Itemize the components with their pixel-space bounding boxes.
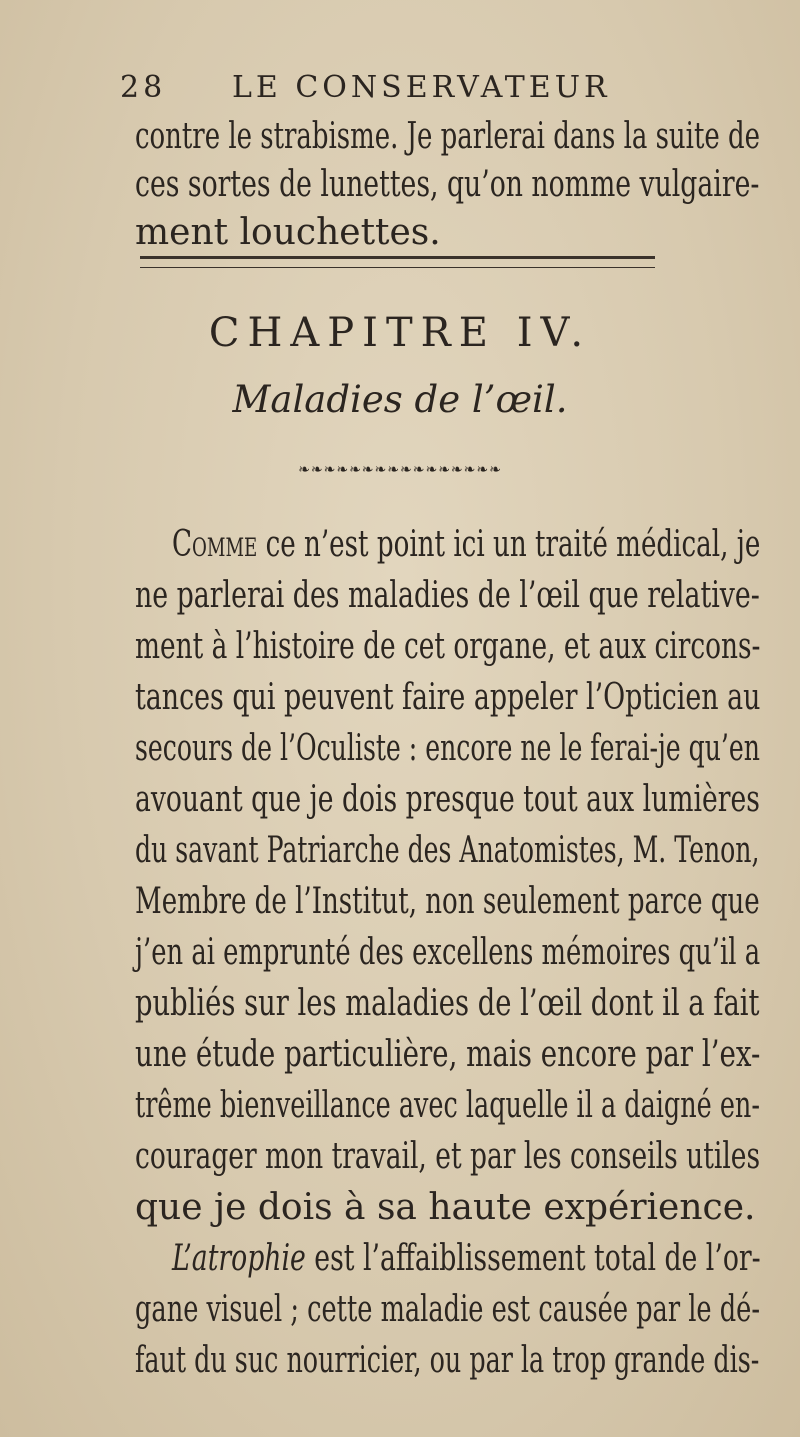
text-line: du savant Patriarche des Anatomistes, M. Tenon,: [135, 830, 760, 871]
text-line: j’en ai emprunté des excellens mémoires qu’il a: [135, 932, 761, 973]
text-line-rest: est l’affaiblissement total de l’or-: [305, 1238, 761, 1279]
text-line: gane visuel ; cette maladie est causée par le dé-: [135, 1289, 760, 1330]
text-line: faut du suc nourricier, ou par la trop grande dis-: [135, 1340, 760, 1381]
text-line: une étude particulière, mais encore par l’ex-: [135, 1034, 761, 1075]
text-line: trême bienveillance avec laquelle il a daigné en-: [135, 1085, 760, 1126]
text-line: tances qui peuvent faire appeler l’Opticien au: [135, 677, 761, 718]
running-head: [120, 70, 680, 110]
paragraph-first-line: [172, 1234, 761, 1284]
chapter-title: CHAPITRE IV.: [208, 310, 592, 356]
text-line-rest: ce n’est point ici un traité médical, je: [257, 524, 761, 565]
text-line: ne parlerai des maladies de l’œil que relative-: [135, 575, 760, 616]
running-title: LE CONSERVATEUR: [232, 70, 611, 105]
ornament-divider: ❧❧❧❧❧❧❧❧❧❧❧❧❧❧❧❧: [298, 462, 502, 478]
lead-term: L’atrophie: [172, 1238, 306, 1279]
text-line: ment à l’histoire de cet organe, et aux circons-: [135, 626, 761, 667]
text-line: avouant que je dois presque tout aux lumières: [135, 779, 760, 820]
text-line: Membre de l’Institut, non seulement parce que: [135, 881, 760, 922]
section-divider: [140, 256, 655, 268]
text-line: ces sortes de lunettes, qu’on nomme vulgaire-: [135, 164, 760, 205]
text-line: secours de l’Oculiste : encore ne le ferai-je qu’en: [135, 728, 760, 769]
text-line: contre le strabisme. Je parlerai dans la suite de: [135, 116, 760, 157]
text-line: publiés sur les maladies de l’œil dont il a fait: [135, 983, 760, 1024]
lead-word: Comme: [172, 524, 258, 565]
paragraph-first-line: [172, 520, 760, 570]
text-line: que je dois à sa haute expérience.: [135, 1187, 756, 1228]
text-line: ment louchettes.: [135, 212, 441, 253]
page-number: 28: [120, 70, 167, 105]
text-line: courager mon travail, et par les conseils utiles: [135, 1136, 761, 1177]
chapter-subtitle: Maladies de l’œil.: [232, 378, 568, 421]
